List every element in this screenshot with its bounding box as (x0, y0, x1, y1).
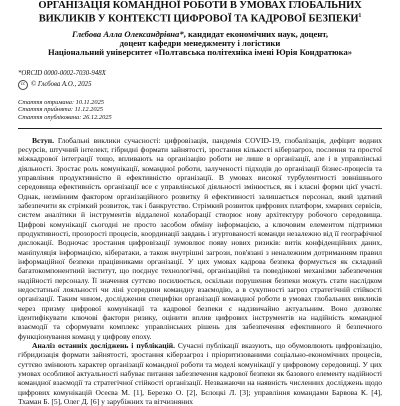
orcid-link[interactable]: *ORCID 0000-0002-7030-948X (18, 70, 382, 78)
intro-text: Глобальні виклики сучасності: цифровізація, пандемія COVID-19, глобалізація, дефіцит водних ресурсів, штучний інтелект, гібридні формати зайнятості, зростання кількості кіберзагроз, послення та простої міжкадрової інтеграції тощо, впливають на організацію роботи не лише в організації, але і в управлінські діяльності. Зростає роль комунікації, командної роботи, залученості підходів до організації бізнес-процесів та управління продуктивністю й ефективністю організації. В умовах високої турбулентності зовнішнього середовища ефективність організації все є управлінської діяльності змінюється, як і класні форми цієї участі. Однак, незмінним фактором організаційного розвитку й ефективності залишається персонал, який здатний забезпечити як стрімкий розвиток, так і банкрутство. Стрімкий розвиток цифрових платформ, хмарних сервісів, систем аналітики й інструментів віддаленої колаборації створює нову архітектуру робочого середовища. Цифрові комунікації сьогодні не просто засобом обміну інформацією, а ключовим елементом підтримки продуктивності, прозорості процесів, координації завдань і згуртованості команди незалежно від її географічної дислокації. Водночас зростання цифровізації зумовлює появу нових ризиків: витік конфіденційних даних, маніпуляція інформацією, кібератаки, а також внутрішні загрози, пов'язані з неналежним дотриманням правил інформаційної безпеки працівниками організації. У цих умовах кадрова безпека формується як складний багатокомпонентний інститут, що поєднує технологічні, організаційні та поведінкові механізми забезпечення надійності персоналу. Її значення суттєво посилюється, оскільки порушення безпеки можуть стати наслідком недостатньої лояльності чи ліні усередини командну взаємодію, а в сукупності загроз стратегічній стійкості організації. Таким чином, дослідження специфіки організації командної роботи в умовах глобальних викликів через призму цифрової комунікації та кадрової безпеки є надзвичайно актуальним. Воно дозволяє ідентифікувати ключові фактори ризику, оцінити вплив цифрових інструментів на надійність командної взаємодії та сформувати комплекс управлінських рішень для забезпечення ефективного й безпечного функціонування команд у цифрову епоху. (18, 136, 382, 341)
paper-title (18, 0, 382, 25)
author-degree: , кандидат економічних наук, доцент, (184, 29, 328, 39)
analysis-text: Сучасні публікації вказують, що обумовлюють цифровізацію, гібридизація формати зайнятості, зростання кіберзагроз і пріоритизованими соціально-економічних процесів, суттєво змінюють характер організації командної роботи та моделі комунікації у цифровому середовищі. У цих умовах особливої актуальності набуває питання забезпечення кадрової безпеки як базового елементу надійності командної взаємодії та стратегічної стійкості організації. Незважаючи на наявність численних досліджень щодо цифрових комунікацій Осеєва М. [1], Березко О. [2], Бєлоцкі Л. [3]; управління командами Барвова К. [4], Тхаман Б. [5], Олег Д. [6] у зарубіжних та вітчизняних (18, 341, 382, 406)
date-received: Стаття отримана: 10.11.2025 (18, 99, 382, 107)
date-published: Стаття опублікована: 26.12.2025 (18, 114, 382, 122)
header-divider (18, 128, 382, 129)
copyright-line (18, 80, 382, 90)
date-accepted: Стаття прийнята: 11.12.2025 (18, 106, 382, 114)
author-name: Глєбова Алла Олександрівна* (72, 29, 184, 39)
paper-page (18, 0, 382, 406)
intro-paragraph (18, 136, 382, 342)
author-university: Національний університет «Полтавська політехніка імені Юрія Кондратюка» (18, 48, 382, 57)
title-line-2: ВИКЛИКІВ У КОНТЕКСТІ ЦИФРОВОЇ ТА КАДРОВОЇ БЕЗПЕКИ (39, 14, 359, 25)
article-dates (18, 99, 382, 122)
article-body (18, 136, 382, 406)
title-footnote-mark: 1 (358, 13, 361, 19)
intro-label: Вступ. (32, 136, 54, 145)
author-block (18, 30, 382, 58)
author-position: доцент кафедри менеджменту і логістики (18, 39, 382, 48)
copyright-text: © Глєбова А.О., 2025 (31, 81, 91, 89)
analysis-label: Аналіз останніх досліджень і публікацій. (32, 341, 175, 350)
title-line-1: ОРГАНІЗАЦІЯ КОМАНДНОЇ РОБОТИ В УМОВАХ ГЛОБАЛЬНИХ (38, 0, 361, 11)
cc-by-icon: cc (18, 80, 28, 90)
analysis-paragraph (18, 341, 382, 406)
